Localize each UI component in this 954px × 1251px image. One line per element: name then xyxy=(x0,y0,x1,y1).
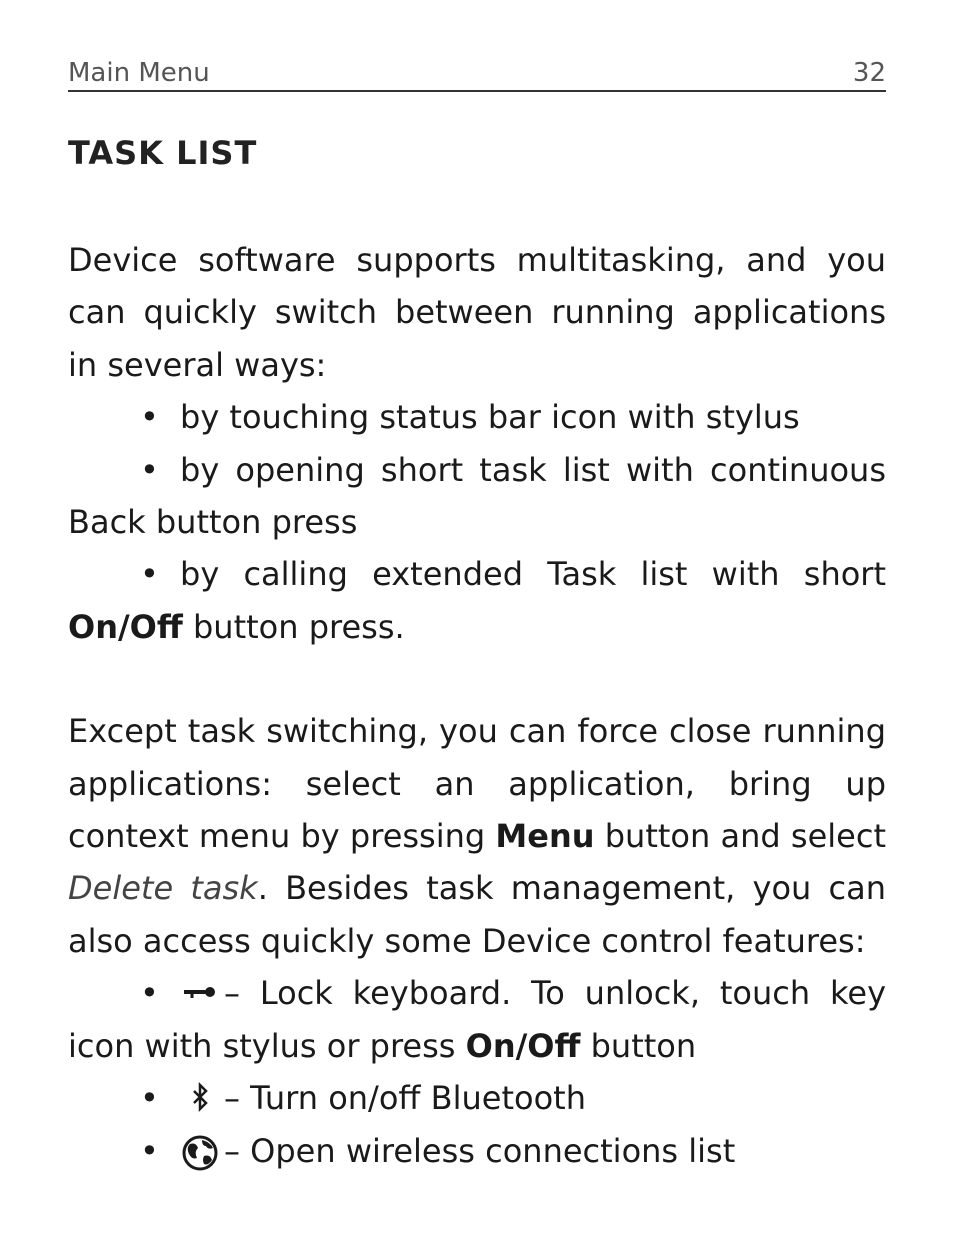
force-close-paragraph: Except task switching, you can force close running applications: select an application, bring up context menu by pressing Menu button and select Delete task. Besides task management, you can also access quickly some Device control features: xyxy=(68,712,887,960)
section-title: Main Menu xyxy=(68,58,210,88)
key-icon xyxy=(180,976,220,1014)
list-item: • by opening short task list with continuous Back button press xyxy=(68,444,886,549)
page-body xyxy=(68,234,886,1177)
page-number: 32 xyxy=(852,58,886,88)
menu-button-name: Menu xyxy=(495,817,595,856)
list-item: • by calling extended Task list with short On/Off button press. xyxy=(68,548,886,653)
list-item: • – Turn on/off Bluetooth xyxy=(68,1072,886,1124)
page-header xyxy=(68,56,886,92)
bluetooth-icon xyxy=(180,1081,220,1119)
bullet-icon: • xyxy=(140,1079,159,1118)
on-off-button-name: On/Off xyxy=(465,1026,581,1065)
bullet-icon: • xyxy=(140,398,159,437)
list-item: • – Open wireless connections list xyxy=(68,1125,886,1177)
on-off-button-name: On/Off xyxy=(68,607,183,646)
bullet-icon: • xyxy=(140,450,159,489)
bullet-icon: • xyxy=(140,974,159,1013)
delete-task-option: Delete task xyxy=(68,869,258,908)
globe-icon xyxy=(180,1134,220,1172)
list-item: • – Lock keyboard. To unlock, touch key icon with stylus or press On/Off button xyxy=(68,967,886,1072)
bullet-icon: • xyxy=(140,555,159,594)
list-item: • by touching status bar icon with stylus xyxy=(68,391,886,443)
intro-paragraph: Device software supports multitasking, and you can quickly switch between running applications in several ways: xyxy=(68,241,886,384)
bullet-icon: • xyxy=(140,1131,159,1170)
section-heading: TASK LIST xyxy=(68,134,258,172)
